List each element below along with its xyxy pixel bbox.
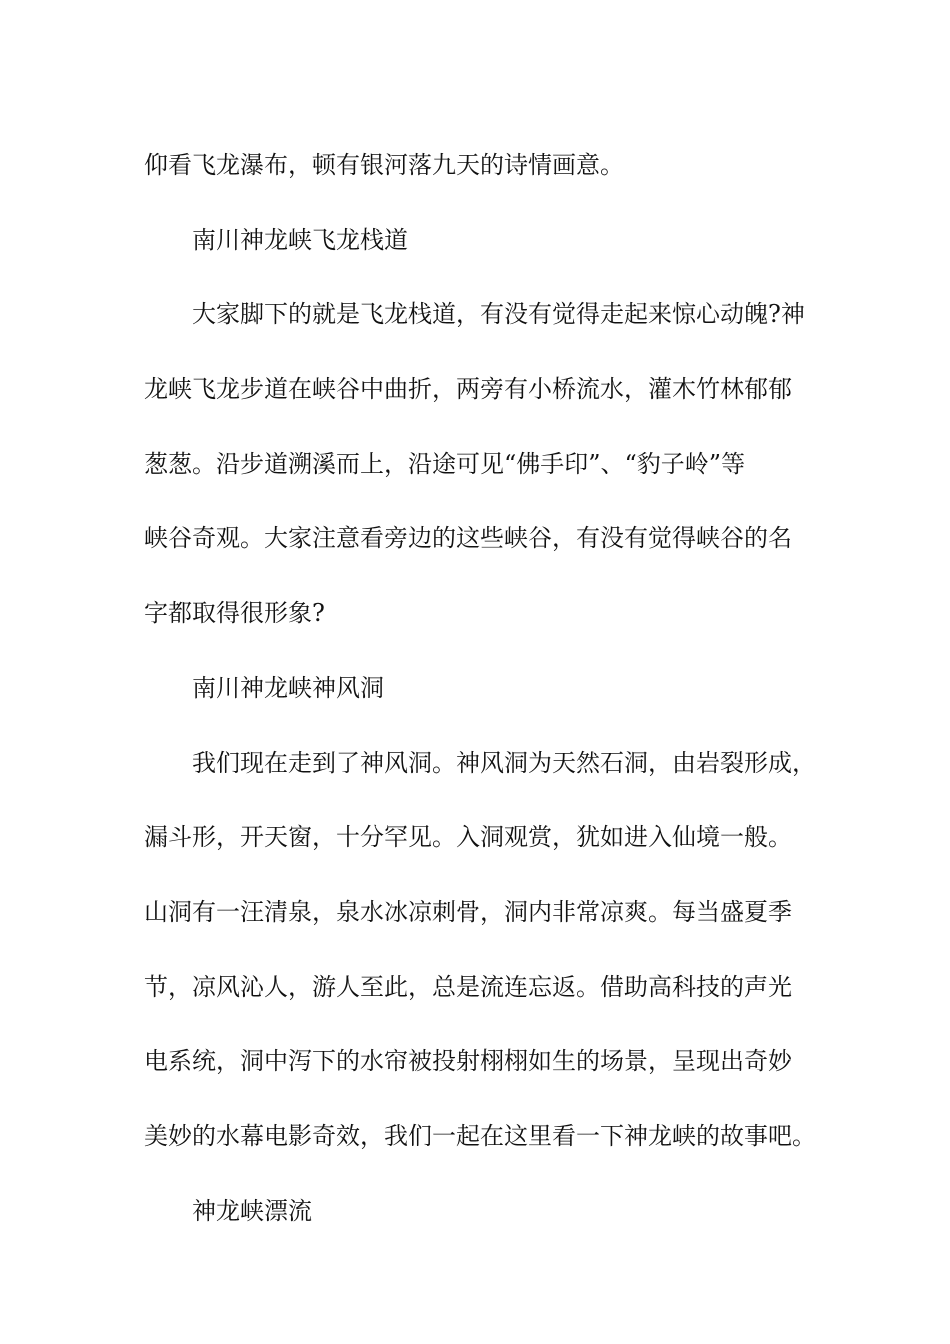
text-line: 葱葱。沿步道溯溪而上，沿途可见“佛手印”、“豹子岭”等 (144, 449, 746, 478)
section-heading: 南川神龙峡飞龙栈道 (192, 225, 408, 254)
text-line: 仰看飞龙瀑布，顿有银河落九天的诗情画意。 (144, 151, 624, 179)
section-heading: 神龙峡漂流 (192, 1196, 312, 1225)
text-line: 龙峡飞龙步道在峡谷中曲折，两旁有小桥流水，灌木竹林郁郁 (144, 375, 792, 404)
section-heading: 南川神龙峡神风洞 (192, 673, 384, 702)
text-line: 山洞有一汪清泉，泉水冰凉刺骨，洞内非常凉爽。每当盛夏季 (144, 897, 792, 926)
text-line: 字都取得很形象? (144, 599, 325, 628)
text-line: 节，凉风沁人，游人至此，总是流连忘返。借助高科技的声光 (144, 972, 792, 1001)
text-line: 漏斗形，开天窗，十分罕见。入洞观赏，犹如进入仙境一般。 (144, 823, 792, 852)
text-line: 大家脚下的就是飞龙栈道，有没有觉得走起来惊心动魄?神 (192, 300, 805, 329)
text-line: 我们现在走到了神风洞。神风洞为天然石洞，由岩裂形成， (192, 748, 816, 777)
text-line: 峡谷奇观。大家注意看旁边的这些峡谷，有没有觉得峡谷的名 (144, 524, 792, 553)
text-line: 电系统，洞中泻下的水帘被投射栩栩如生的场景，呈现出奇妙 (144, 1047, 792, 1076)
document-body (144, 128, 814, 1248)
text-line: 美妙的水幕电影奇效，我们一起在这里看一下神龙峡的故事吧。 (144, 1121, 816, 1150)
